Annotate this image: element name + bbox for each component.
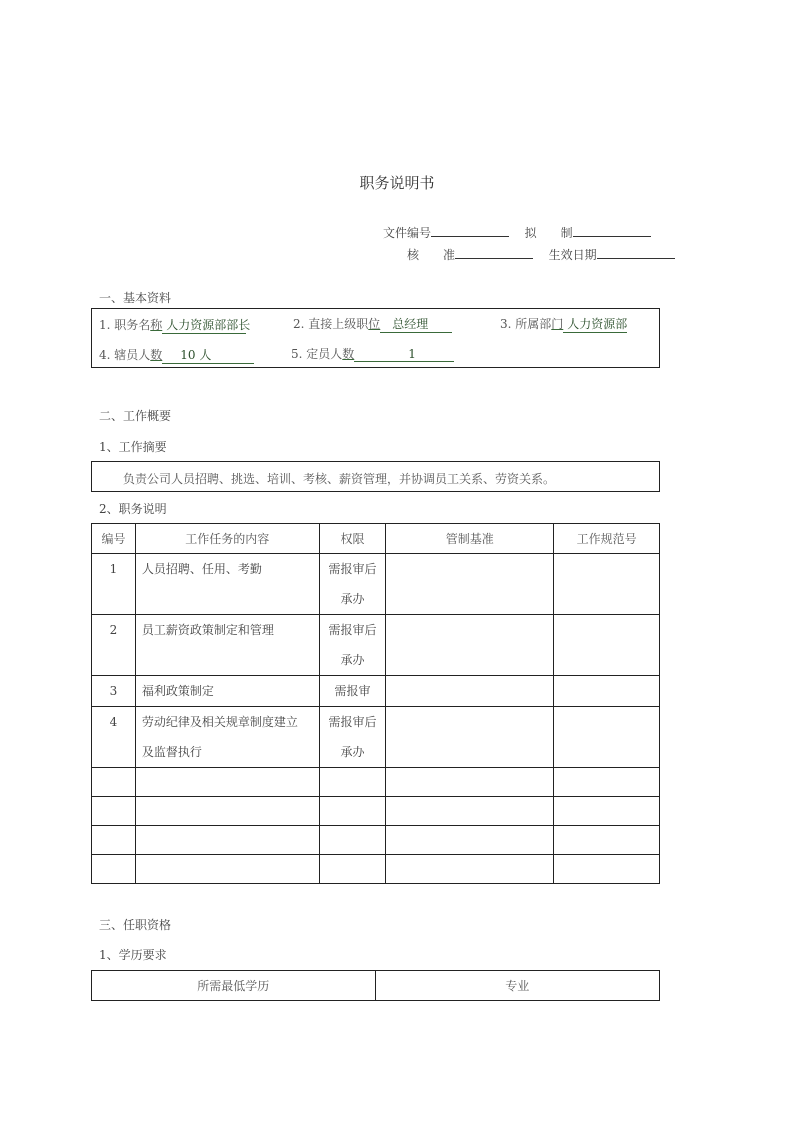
- quota-label: 5. 定员人: [291, 347, 343, 361]
- empty-cell[interactable]: [135, 768, 319, 797]
- empty-cell[interactable]: [319, 855, 386, 884]
- col-header-min-education: 所需最低学历: [92, 971, 376, 1001]
- table-row: [92, 615, 660, 676]
- row-authority-line: 承办: [340, 653, 365, 667]
- department-label-tail: 门: [551, 317, 564, 331]
- quota-value[interactable]: 1: [354, 347, 454, 362]
- table-row: [92, 554, 660, 615]
- meta-line-1: [383, 224, 651, 241]
- row-authority-line: 承办: [340, 592, 365, 606]
- empty-cell[interactable]: [135, 826, 319, 855]
- col-header-control-standard: 管制基准: [386, 524, 554, 554]
- row-no: 3: [92, 676, 136, 707]
- file-no-label: 文件编号: [383, 226, 432, 240]
- staff-count-value[interactable]: 10 人: [162, 346, 254, 364]
- department-value[interactable]: 人力资源部: [563, 315, 627, 333]
- job-title-field: [99, 316, 251, 334]
- row-task-line: 人员招聘、任用、考勤: [141, 562, 262, 576]
- empty-cell[interactable]: [135, 855, 319, 884]
- duties-header-row: [92, 524, 660, 554]
- row-spec-no[interactable]: [554, 676, 660, 707]
- table-row-empty: [92, 855, 660, 884]
- table-row: [92, 707, 660, 768]
- row-authority: [319, 707, 386, 768]
- row-authority: [319, 615, 386, 676]
- empty-cell[interactable]: [386, 768, 554, 797]
- superior-label-tail: 位: [368, 317, 381, 331]
- summary-box: [91, 461, 660, 492]
- section2-heading: 二、工作概要: [99, 409, 172, 423]
- duties-heading: 2、职务说明: [99, 502, 167, 516]
- col-header-no: 编号: [92, 524, 136, 554]
- row-no: 2: [92, 615, 136, 676]
- empty-cell[interactable]: [92, 797, 136, 826]
- section1-heading: 一、基本资料: [99, 291, 172, 305]
- summary-heading: 1、工作摘要: [99, 440, 167, 454]
- approve-blank[interactable]: [455, 247, 533, 259]
- row-task: [135, 707, 319, 768]
- empty-cell[interactable]: [92, 768, 136, 797]
- document-title: 职务说明书: [359, 174, 435, 192]
- row-no: 4: [92, 707, 136, 768]
- quota-label-tail: 数: [342, 347, 355, 361]
- empty-cell[interactable]: [135, 797, 319, 826]
- table-row-empty: [92, 797, 660, 826]
- row-task-line: 劳动纪律及相关规章制度建立: [141, 715, 298, 729]
- department-label: 3. 所属部: [500, 317, 552, 331]
- col-header-spec-no: 工作规范号: [554, 524, 660, 554]
- staff-count-label-tail: 数: [150, 348, 163, 362]
- draft-blank[interactable]: [573, 225, 651, 237]
- row-spec-no[interactable]: [554, 707, 660, 768]
- superior-label: 2. 直接上级职: [293, 317, 369, 331]
- col-header-task: 工作任务的内容: [135, 524, 319, 554]
- row-control-standard[interactable]: [386, 676, 554, 707]
- empty-cell[interactable]: [554, 797, 660, 826]
- row-control-standard[interactable]: [386, 707, 554, 768]
- department-field: [500, 315, 627, 333]
- draft-label: 拟 制: [524, 226, 573, 240]
- row-authority: [319, 676, 386, 707]
- effective-date-label: 生效日期: [548, 248, 597, 262]
- row-control-standard[interactable]: [386, 615, 554, 676]
- superior-field: [293, 315, 452, 333]
- row-spec-no[interactable]: [554, 615, 660, 676]
- row-authority-line: 承办: [340, 745, 365, 759]
- file-no-blank[interactable]: [431, 225, 509, 237]
- row-authority-line: 需报审后: [328, 562, 377, 576]
- row-task-line: 及监督执行: [141, 745, 202, 759]
- row-spec-no[interactable]: [554, 554, 660, 615]
- empty-cell[interactable]: [554, 855, 660, 884]
- meta-line-2: [407, 246, 675, 263]
- row-task-line: 福利政策制定: [141, 684, 214, 698]
- summary-text: 负责公司人员招聘、挑选、培训、考核、薪资管理，并协调员工关系、劳资关系。: [123, 472, 556, 486]
- empty-cell[interactable]: [386, 797, 554, 826]
- empty-cell[interactable]: [554, 826, 660, 855]
- row-authority-line: 需报审后: [328, 715, 377, 729]
- education-table: [91, 970, 660, 1001]
- row-authority-line: 需报审: [334, 684, 371, 698]
- col-header-major: 专业: [375, 971, 660, 1001]
- empty-cell[interactable]: [319, 826, 386, 855]
- table-row-empty: [92, 768, 660, 797]
- row-task: [135, 615, 319, 676]
- approve-label: 核 准: [407, 248, 456, 262]
- row-control-standard[interactable]: [386, 554, 554, 615]
- empty-cell[interactable]: [319, 797, 386, 826]
- education-heading: 1、学历要求: [99, 948, 167, 962]
- superior-value[interactable]: 总经理: [380, 315, 452, 333]
- row-authority: [319, 554, 386, 615]
- row-no: 1: [92, 554, 136, 615]
- empty-cell[interactable]: [554, 768, 660, 797]
- col-header-authority: 权限: [319, 524, 386, 554]
- row-authority-line: 需报审后: [328, 623, 377, 637]
- staff-count-field: [99, 346, 254, 364]
- job-title-value[interactable]: 人力资源部部长: [162, 316, 246, 334]
- quota-field: [291, 345, 454, 362]
- job-title-label: 1. 职务名: [99, 318, 151, 332]
- empty-cell[interactable]: [319, 768, 386, 797]
- staff-count-label: 4. 辖员人: [99, 348, 151, 362]
- job-title-label-tail: 称: [150, 318, 163, 332]
- table-row-empty: [92, 826, 660, 855]
- education-header-row: [92, 971, 660, 1001]
- effective-date-blank[interactable]: [597, 247, 675, 259]
- empty-cell[interactable]: [386, 826, 554, 855]
- duties-table: [91, 523, 660, 884]
- section3-heading: 三、任职资格: [99, 918, 172, 932]
- row-task: [135, 554, 319, 615]
- row-task: [135, 676, 319, 707]
- empty-cell[interactable]: [92, 826, 136, 855]
- empty-cell[interactable]: [386, 855, 554, 884]
- table-row: [92, 676, 660, 707]
- empty-cell[interactable]: [92, 855, 136, 884]
- row-task-line: 员工薪资政策制定和管理: [141, 623, 274, 637]
